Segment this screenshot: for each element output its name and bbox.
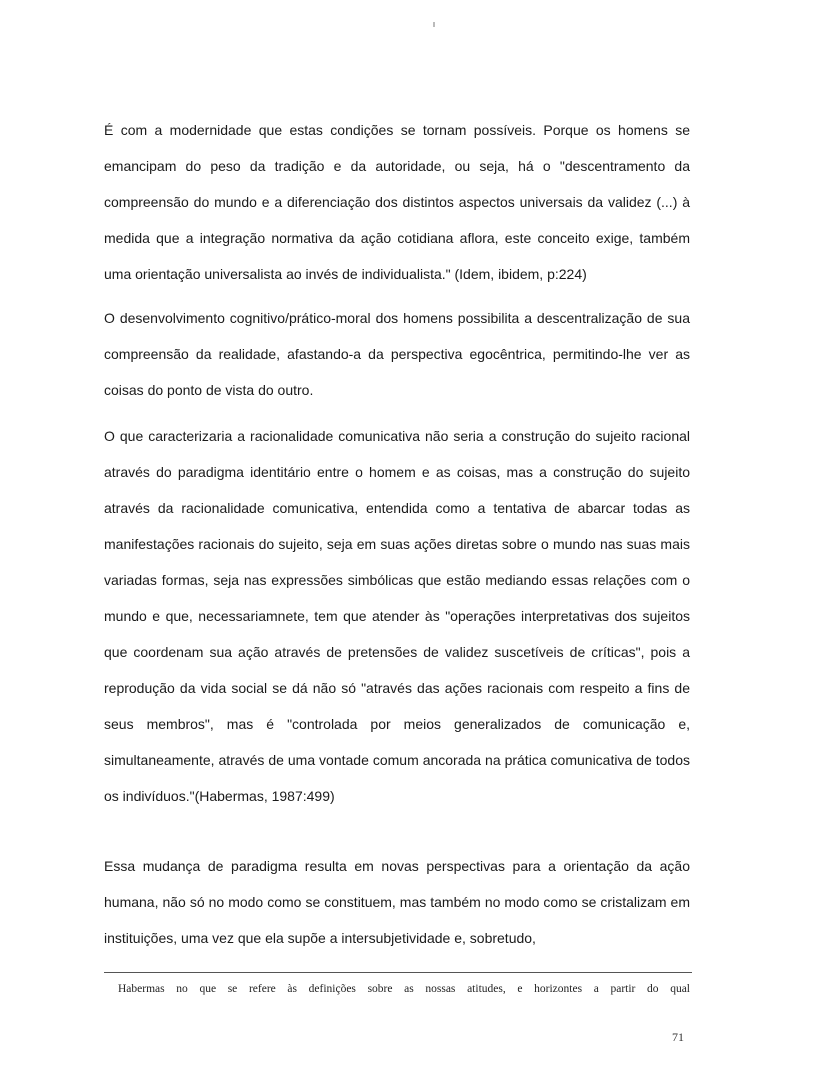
paragraph-1: É com a modernidade que estas condições se tornam possíveis. Porque os homens se emancipam do peso da tradição e da autoridade, ou seja, há o "descentramento da compreensão do mundo e a diferenciação dos distintos aspectos universais da validez (...) à medida que a integração normativa da ação cotidiana aflora, este conceito exige, também uma orientação universalista ao invés de individualista." (Idem, ibidem, p:224) xyxy=(104,122,690,282)
paragraph-4: Essa mudança de paradigma resulta em novas perspectivas para a orientação da ação humana, não só no modo como se constituem, mas também no modo como se cristalizam em instituições, uma vez que ela supõe a intersubjetividade e, sobretudo, xyxy=(104,858,690,946)
footnote-separator xyxy=(104,972,692,973)
scan-artifact xyxy=(433,22,435,27)
page-number: 71 xyxy=(672,1030,684,1044)
paragraph-3: O que caracterizaria a racionalidade comunicativa não seria a construção do sujeito racional através do paradigma identitário entre o homem e as coisas, mas a construção do sujeito através da racionalidade comunicativa, entendida como a tentativa de abarcar todas as manifestações racionais do sujeito, seja em suas ações diretas sobre o mundo nas suas mais variadas formas, seja nas expressões simbólicas que estão mediando essas relações com o mundo e que, necessariamnete, tem que atender às "operações interpretativas dos sujeitos que coordenam sua ação através de pretensões de validez suscetíveis de críticas", pois a reprodução da vida social se dá não só "através das ações racionais com respeito a fins de seus membros", mas é "controlada por meios generalizados de comunicação e, simultaneamente, através de uma vontade comum ancorada na prática comunicativa de todos os indivíduos."(Habermas, 1987:499) xyxy=(104,428,690,804)
footnote-text: Habermas no que se refere às definições sobre as nossas atitudes, e horizontes a partir do qual xyxy=(118,983,690,995)
paragraph-2: O desenvolvimento cognitivo/prático-moral dos homens possibilita a descentralização de sua compreensão da realidade, afastando-a da perspectiva egocêntrica, permitindo-lhe ver as coisas do ponto de vista do outro. xyxy=(104,310,690,398)
